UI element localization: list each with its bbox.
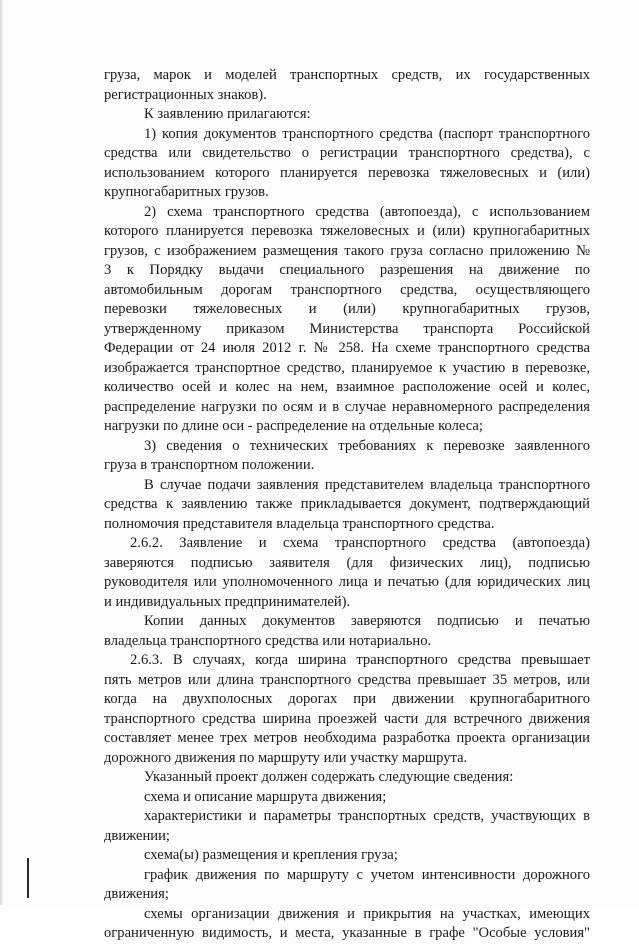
text-line: ограниченную видимость, и места, указанные в графе "Особые условия" — [104, 925, 590, 941]
text-line: 2.6.3. В случаях, когда ширина транспортного средства превышает — [130, 652, 590, 668]
text-line: 1) копия документов транспортного средства (паспорт транспортного — [144, 125, 590, 142]
text-line: характеристики и параметры транспортных средств, участвующих в — [144, 808, 590, 824]
text-line: изображается транспортное средство, планируемое к участию в перевозке, — [104, 359, 590, 376]
text-line: схема и описание маршрута движения; — [144, 788, 387, 805]
text-line: движении; — [104, 827, 170, 844]
text-line: 3 к Порядку выдачи специального разрешения на движение по — [104, 262, 590, 278]
text-line: груза в транспортном положении. — [104, 457, 315, 473]
scan-mark — [27, 858, 29, 898]
text-line: когда на двухполосных дорогах при движении крупногабаритного — [104, 691, 590, 707]
text-line: 2) схема транспортного средства (автопоезда), с использованием — [144, 203, 590, 220]
text-line: заверяются подписью заявителя (для физических лиц), подписью — [104, 554, 590, 571]
text-line: пять метров или длина транспортного средства превышает 35 метров, или — [104, 671, 590, 688]
text-line: грузов, с изображением размещения такого груза согласно приложению № — [104, 242, 590, 259]
text-line: В случае подачи заявления представителем владельца транспортного — [144, 476, 590, 493]
text-line: руководителя или уполномоченного лица и печатью (для юридических лиц — [104, 574, 590, 590]
text-line: 2.6.2. Заявление и схема транспортного средства (автопоезда) — [130, 535, 590, 551]
text-line: количество осей и колес на нем, взаимное расположение осей и колес, — [104, 379, 590, 395]
text-line: составляет менее трех метров необходима разработка проекта организации — [104, 730, 590, 746]
text-line: график движения по маршруту с учетом интенсивности дорожного — [144, 866, 590, 883]
text-line: средства или свидетельство о регистрации транспортного средства), с — [104, 145, 590, 161]
text-line: схемы организации движения и прикрытия на участках, имеющих — [144, 905, 590, 922]
text-line: крупногабаритных грузов. — [104, 184, 269, 200]
text-line: перевозки тяжеловесных и (или) крупногабаритных грузов, — [104, 301, 590, 317]
text-line: К заявлению прилагаются: — [144, 106, 311, 122]
text-line: полномочия представителя владельца транспортного средства. — [104, 515, 495, 532]
text-line: владельца транспортного средства или нотариально. — [104, 632, 432, 649]
text-line: дорожного движения по маршруту или участку маршрута. — [104, 749, 468, 766]
text-line: 3) сведения о технических требованиях к перевозке заявленного — [144, 437, 590, 454]
text-line: и индивидуальных предпринимателей). — [104, 593, 351, 610]
text-line: нагрузки по длине оси - распределение на отдельные колеса; — [104, 418, 483, 434]
text-line: транспортного средства ширина проезжей части для встречного движения — [104, 710, 590, 727]
text-line: Указанный проект должен содержать следующие сведения: — [144, 769, 514, 785]
text-line: Федерации от 24 июля 2012 г. № 258. На схеме транспортного средства — [104, 340, 590, 356]
text-line: груза, марок и моделей транспортных средств, их государственных — [104, 67, 590, 83]
text-line: утвержденному приказом Министерства транспорта Российской — [104, 320, 590, 337]
text-line: движения; — [104, 886, 169, 902]
text-line: средства к заявлению также прикладывается документ, подтверждающий — [104, 496, 590, 512]
text-line: схема(ы) размещения и крепления груза; — [144, 847, 398, 863]
document-text — [104, 66, 590, 944]
text-line: которого планируется перевозка тяжеловесных и (или) крупногабаритных — [104, 223, 590, 239]
text-line: Копии данных документов заверяются подписью и печатью — [144, 613, 590, 629]
scan-edge — [0, 0, 4, 905]
text-line: регистрационных знаков). — [104, 86, 267, 103]
text-line: распределение нагрузки по осям и в случае неравномерного распределения — [104, 398, 590, 415]
text-line: автомобильным дорогам транспортного средства, осуществляющего — [104, 281, 590, 298]
text-line: использованием которого планируется перевозка тяжеловесных и (или) — [104, 164, 590, 181]
